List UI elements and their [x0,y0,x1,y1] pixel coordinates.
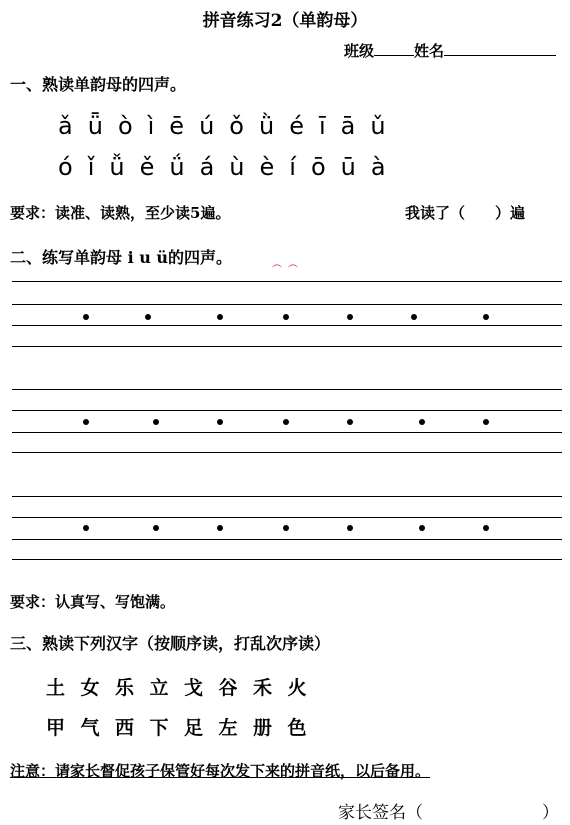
pinyin-syllable: á [199,153,216,181]
pinyin-syllable: ǒ [229,112,245,140]
pinyin-row-1 [58,112,401,140]
pinyin-syllable: ī [318,112,327,140]
pinyin-syllable: é [289,112,305,140]
writing-guide-dot [83,525,89,531]
hanzi-character: 册 [253,717,273,739]
section1-requirement: 要求：读准、读熟，至少读5遍。 [10,204,231,222]
hanzi-character: 西 [115,717,135,739]
pinyin-syllable: ě [139,153,156,181]
section2-heading: 二、练写单韵母 i u ü的四声。 [10,248,233,267]
hanzi-character: 左 [218,717,238,739]
class-field[interactable] [374,41,414,56]
pinyin-syllable: ǘ [169,153,186,181]
page-title: 拼音练习2（单韵母） [202,11,368,31]
hanzi-character: 谷 [218,677,238,699]
pinyin-syllable: ó [58,153,74,181]
writing-line [12,389,562,390]
pinyin-syllable: è [259,153,276,181]
pinyin-syllable: ǔ [370,112,387,140]
name-label: 姓名 [414,42,445,60]
writing-line [12,304,562,305]
read-count: 我读了（ ）遍 [405,204,526,222]
section2-requirement: 要求：认真写、写饱满。 [10,593,176,611]
name-field[interactable] [444,41,556,56]
writing-guide-dot [419,419,425,425]
parent-signature[interactable]: 家长签名（ ） [338,803,559,823]
writing-guide-dot [217,419,223,425]
writing-line [12,496,562,497]
pinyin-syllable: ú [199,112,216,140]
section3-heading: 三、熟读下列汉字（按顺序读，打乱次序读） [10,634,331,653]
pinyin-syllable: ō [310,153,327,181]
pinyin-syllable: ù [229,153,246,181]
hanzi-character: 下 [149,717,169,739]
writing-line [12,346,562,347]
section1-heading: 一、熟读单韵母的四声。 [10,75,187,94]
writing-guide-dot [347,525,353,531]
hanzi-character: 甲 [46,717,66,739]
pinyin-syllable: ā [340,112,357,140]
hanzi-row-2 [46,713,322,740]
writing-guide-dot [83,314,89,320]
pinyin-syllable: ò [117,112,134,140]
hanzi-character: 气 [80,717,100,739]
pinyin-syllable: ǜ [258,112,276,140]
hanzi-character: 女 [80,677,100,699]
pinyin-syllable: ē [169,112,186,140]
class-label: 班级 [344,42,375,60]
writing-line [12,452,562,453]
writing-guide-dot [217,525,223,531]
writing-guide-dot [411,314,417,320]
hanzi-character: 戈 [184,677,204,699]
spellcheck-underline: ︵︵ [272,259,304,270]
writing-guide-dot [217,314,223,320]
writing-guide-dot [483,419,489,425]
pinyin-syllable: í [289,153,297,181]
writing-guide-dot [283,419,289,425]
writing-guide-dot [83,419,89,425]
writing-guide-dot [483,525,489,531]
writing-line [12,325,562,326]
hanzi-character: 火 [287,677,307,699]
pinyin-syllable: à [370,153,387,181]
pinyin-syllable: ǐ [87,153,96,181]
writing-guide-dot [283,314,289,320]
writing-guide-dot [283,525,289,531]
hanzi-character: 禾 [253,677,273,699]
writing-guide-dot [483,314,489,320]
writing-guide-dot [153,525,159,531]
writing-guide-dot [419,525,425,531]
hanzi-character: 足 [184,717,204,739]
pinyin-syllable: ǚ [109,153,126,181]
writing-guide-dot [347,419,353,425]
pinyin-syllable: ǎ [58,112,74,140]
hanzi-row-1 [46,673,322,700]
hanzi-character: 乐 [115,677,135,699]
writing-guide-dot [347,314,353,320]
writing-line [12,432,562,433]
writing-line [12,281,562,282]
pinyin-syllable: ì [147,112,156,140]
writing-line [12,410,562,411]
class-name-line [344,40,556,61]
writing-guide-dot [145,314,151,320]
writing-guide-dot [153,419,159,425]
writing-line [12,539,562,540]
parent-notice: 注意：请家长督促孩子保管好每次发下来的拼音纸，以后备用。 [10,762,431,780]
pinyin-syllable: ū [340,153,357,181]
hanzi-character: 土 [46,677,66,699]
writing-line [12,559,562,560]
pinyin-syllable: ǖ [87,112,104,140]
pinyin-row-2 [58,153,401,181]
writing-line [12,517,562,518]
hanzi-character: 立 [149,677,169,699]
hanzi-character: 色 [287,717,307,739]
